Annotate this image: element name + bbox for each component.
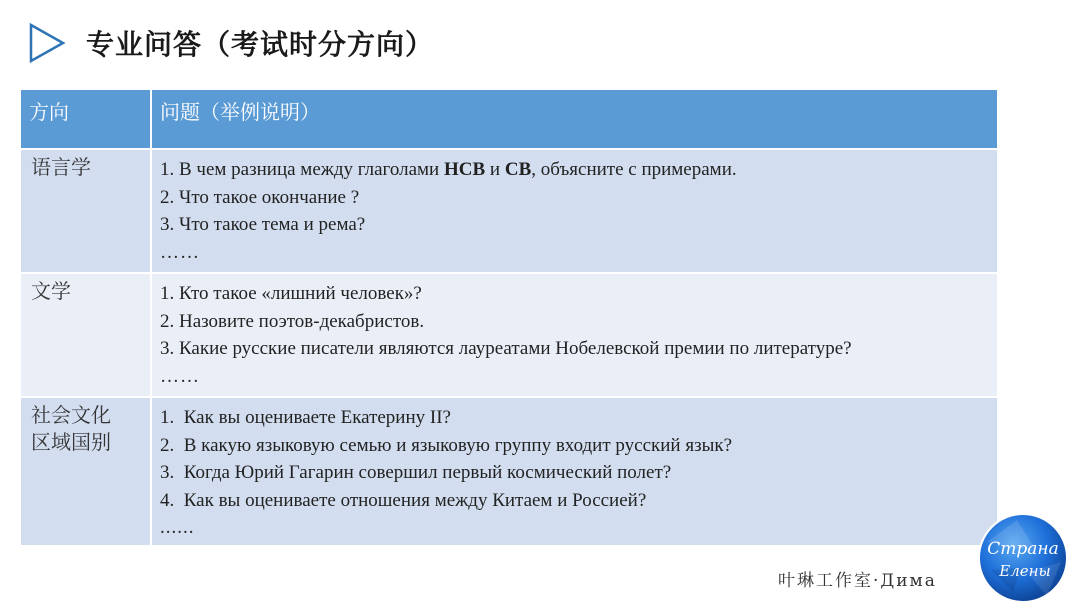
play-triangle-icon [28,22,66,64]
question-item: 1. Как вы оцениваете Екатерину II? [160,407,451,428]
table-row [21,273,998,397]
logo-text-line2: Елены [999,562,1051,580]
question-item: 3. Когда Юрий Гагарин совершил первый космический полет? [160,462,672,483]
slide-header [28,22,434,64]
questions-cell [151,149,998,273]
direction-line: 区域国别 [31,430,111,454]
direction-cell: 语言学 [21,149,151,273]
more-ellipsis: …… [160,241,200,263]
footer-credit: 叶琳工作室·Дима [778,571,937,591]
question-item: 4. Как вы оцениваете отношения между Китаем и Россией? [160,489,647,511]
question-item: 2. Назовите поэтов-декабристов. [160,310,425,332]
logo-text-line1: Страна [987,539,1059,559]
header-direction: 方向 [21,90,151,149]
question-item: 2. В какую языковую семью и языковую группу входит русский язык? [160,434,733,456]
studio-logo [977,512,1069,604]
question-item: 1. В чем разница между глаголами НСВ и СВ, объясните с примерами. [160,159,737,180]
page-title: 专业问答（考试时分方向） [86,28,435,61]
question-item: 1. Кто такое «лишний человек»? [160,283,422,304]
direction-cell [21,397,151,546]
question-item: 3. Какие русские писатели являются лауреатами Нобелевской премии по литературе? [160,338,852,359]
questions-cell [151,397,998,546]
question-item: 3. Что такое тема и рема? [160,214,366,235]
header-questions: 问题（举例说明） [151,90,998,149]
qa-table [21,90,999,547]
more-ellipsis: ...... [160,517,195,538]
direction-line: 社会文化 [31,403,111,427]
table-row [21,397,998,546]
questions-cell [151,273,998,397]
question-item: 2. Что такое окончание ? [160,186,360,208]
direction-cell: 文学 [21,273,151,397]
more-ellipsis: …… [160,365,200,387]
table-row [21,149,998,273]
table-header-row [21,90,998,149]
